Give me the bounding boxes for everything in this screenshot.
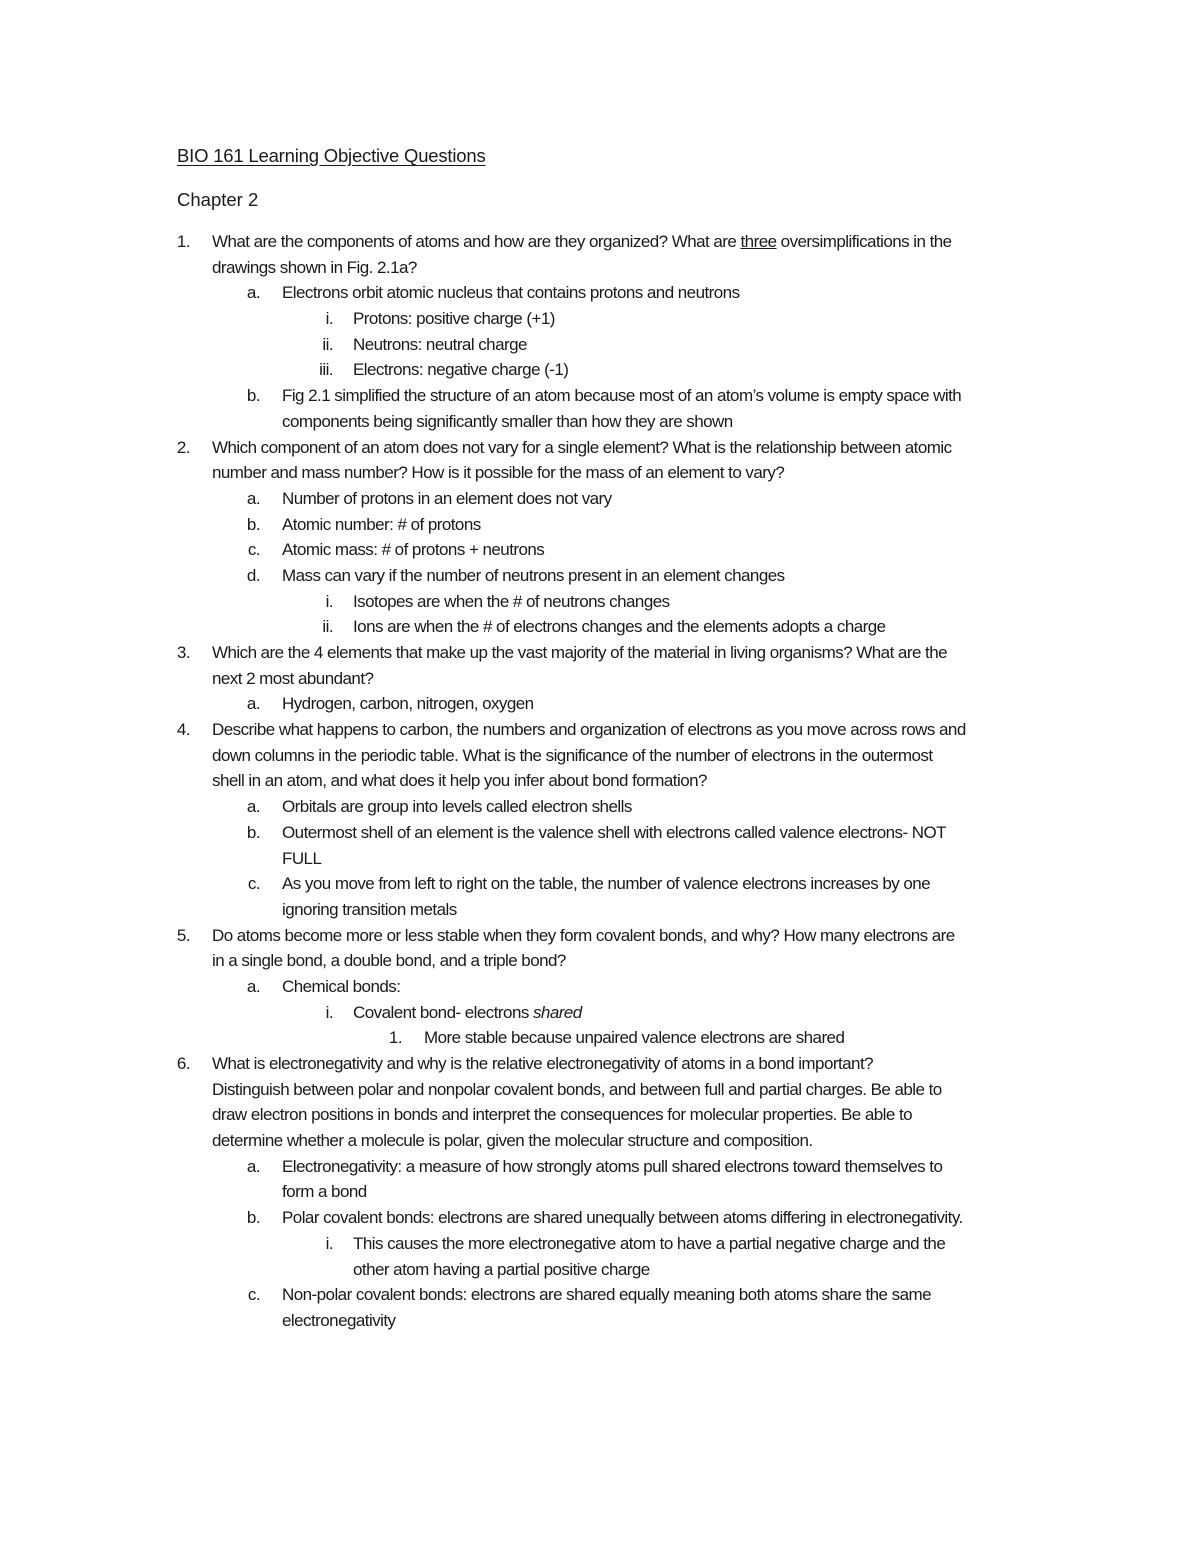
list-item-continuation <box>0 460 1200 486</box>
text-run: drawings shown in Fig. 2.1a? <box>212 257 417 277</box>
list-item <box>0 589 1200 615</box>
list-marker: 6. <box>176 1054 190 1073</box>
list-marker: a. <box>246 1156 260 1176</box>
text-run: next 2 most abundant? <box>212 668 374 688</box>
list-item-continuation <box>0 846 1200 872</box>
list-marker: a. <box>246 694 260 714</box>
list-marker: ii. <box>322 617 333 637</box>
list-item-continuation <box>0 768 1200 794</box>
underlined-text: three <box>740 232 777 251</box>
document-title: BIO 161 Learning Objective Questions <box>177 145 486 166</box>
list-marker: b. <box>246 386 260 406</box>
list-marker: b. <box>246 1208 260 1228</box>
list-text <box>353 332 527 358</box>
list-text <box>282 820 946 846</box>
list-item <box>0 1205 1200 1231</box>
list-item-continuation <box>0 255 1200 281</box>
list-marker: a. <box>246 976 260 996</box>
list-marker: 1. <box>176 232 190 251</box>
list-marker: d. <box>246 565 260 585</box>
list-text <box>212 948 566 974</box>
text-run: Polar covalent bonds: electrons are shared unequally between atoms differing in electronegativity. <box>282 1208 963 1228</box>
list-text <box>353 1231 945 1257</box>
text-run: Number of protons in an element does not vary <box>282 488 612 508</box>
list-text <box>282 1179 367 1205</box>
list-text <box>212 255 417 281</box>
text-run: Electrons: negative charge (-1) <box>353 360 569 380</box>
text-run: Which are the 4 elements that make up the vast majority of the material in living organisms? What are the <box>212 643 948 662</box>
list-text <box>282 1308 396 1334</box>
list-text <box>282 1205 963 1231</box>
list-text <box>282 1282 931 1308</box>
list-item-continuation <box>0 1102 1200 1128</box>
list-item <box>0 691 1200 717</box>
list-marker: b. <box>246 822 260 842</box>
question-outline <box>0 229 1200 1334</box>
text-run: down columns in the periodic table. What is the significance of the number of electrons in the outermost <box>212 745 933 765</box>
text-run: Hydrogen, carbon, nitrogen, oxygen <box>282 694 534 714</box>
list-text <box>212 435 952 461</box>
list-text <box>212 743 933 769</box>
list-item-continuation <box>0 666 1200 692</box>
list-text <box>212 1051 873 1077</box>
list-item <box>0 1000 1200 1026</box>
list-marker: a. <box>246 488 260 508</box>
chapter-heading: Chapter 2 <box>177 189 259 210</box>
list-item <box>0 435 1200 461</box>
italic-text: shared <box>532 1002 582 1022</box>
text-run: Isotopes are when the # of neutrons changes <box>353 591 670 611</box>
text-run: Covalent bond- electrons <box>353 1002 533 1022</box>
text-run: As you move from left to right on the table, the number of valence electrons increases by one <box>282 874 931 894</box>
list-item <box>0 486 1200 512</box>
text-run: shell in an atom, and what does it help you infer about bond formation? <box>212 771 707 791</box>
text-run: determine whether a molecule is polar, given the molecular structure and composition. <box>212 1131 813 1151</box>
list-item <box>0 537 1200 563</box>
list-text <box>353 357 568 383</box>
list-marker: ii. <box>322 334 333 354</box>
list-text <box>212 1102 912 1128</box>
list-item <box>0 280 1200 306</box>
list-text <box>282 794 632 820</box>
text-run: form a bond <box>282 1182 367 1202</box>
list-text <box>212 923 955 949</box>
list-item-continuation <box>0 1077 1200 1103</box>
list-item <box>0 1025 1200 1051</box>
text-run: Chemical bonds: <box>282 976 401 996</box>
list-item <box>0 383 1200 409</box>
text-run: Do atoms become more or less stable when they form covalent bonds, and why? How many electrons are <box>212 925 955 945</box>
list-marker: 4. <box>176 720 190 740</box>
text-run: Ions are when the # of electrons changes and the elements adopts a charge <box>353 617 886 637</box>
list-text <box>282 537 544 563</box>
list-item-continuation <box>0 1308 1200 1334</box>
list-marker: b. <box>246 514 260 534</box>
list-item <box>0 563 1200 589</box>
list-text <box>212 460 784 486</box>
list-text <box>282 486 612 512</box>
text-run: number and mass number? How is it possible for the mass of an element to vary? <box>212 463 785 483</box>
list-item <box>0 820 1200 846</box>
list-marker: 3. <box>176 643 190 662</box>
text-run: Mass can vary if the number of neutrons present in an element changes <box>282 565 785 585</box>
list-text <box>282 409 733 435</box>
list-item <box>0 974 1200 1000</box>
list-marker: c. <box>247 540 260 560</box>
list-marker: 2. <box>176 437 190 457</box>
list-item-continuation <box>0 1179 1200 1205</box>
list-item <box>0 1282 1200 1308</box>
text-run: components being significantly smaller than how they are shown <box>282 411 733 431</box>
text-run: More stable because unpaired valence electrons are shared <box>424 1028 845 1048</box>
list-text <box>282 1154 942 1180</box>
list-text <box>212 1077 942 1103</box>
list-text <box>353 1257 650 1283</box>
text-run: oversimplifications in the <box>776 232 952 251</box>
list-marker: iii. <box>319 360 333 380</box>
list-item <box>0 229 1200 255</box>
text-run: draw electron positions in bonds and interpret the consequences for molecular properties. Be able to <box>212 1105 913 1125</box>
list-item <box>0 357 1200 383</box>
list-item <box>0 1154 1200 1180</box>
text-run: Protons: positive charge (+1) <box>353 309 555 329</box>
list-item <box>0 306 1200 332</box>
list-text <box>282 974 400 1000</box>
list-item <box>0 871 1200 897</box>
list-marker: i. <box>325 1002 333 1022</box>
list-text <box>212 768 707 794</box>
list-marker: c. <box>247 874 260 894</box>
text-run: Orbitals are group into levels called electron shells <box>282 797 632 817</box>
text-run: Fig 2.1 simplified the structure of an atom because most of an atom’s volume is empty space with <box>282 386 962 406</box>
list-item-continuation <box>0 743 1200 769</box>
list-item-continuation <box>0 1128 1200 1154</box>
text-run: FULL <box>282 848 322 868</box>
list-text <box>282 280 740 306</box>
list-text <box>212 640 947 666</box>
list-text <box>282 512 481 538</box>
list-text <box>353 1000 582 1026</box>
text-run: electronegativity <box>282 1310 396 1330</box>
list-text <box>282 563 785 589</box>
list-item <box>0 614 1200 640</box>
list-marker: a. <box>246 797 260 817</box>
text-run: What are the components of atoms and how are they organized? What are <box>212 232 741 251</box>
list-text <box>282 691 534 717</box>
list-text <box>212 1128 813 1154</box>
list-item-continuation <box>0 897 1200 923</box>
text-run: in a single bond, a double bond, and a triple bond? <box>212 951 566 971</box>
list-text <box>424 1025 844 1051</box>
text-run: Neutrons: neutral charge <box>353 334 527 354</box>
list-item-continuation <box>0 1257 1200 1283</box>
list-item-continuation <box>0 409 1200 435</box>
text-run: Electrons orbit atomic nucleus that contains protons and neutrons <box>282 283 740 303</box>
list-text <box>282 383 961 409</box>
list-marker: 5. <box>176 925 190 945</box>
list-text <box>282 897 457 923</box>
list-item <box>0 1231 1200 1257</box>
text-run: What is electronegativity and why is the relative electronegativity of atoms in a bond important? <box>212 1054 874 1073</box>
text-run: Describe what happens to carbon, the numbers and organization of electrons as you move across rows and <box>212 720 966 740</box>
list-item <box>0 794 1200 820</box>
list-marker: i. <box>325 1233 333 1253</box>
text-run: Which component of an atom does not vary for a single element? What is the relationship between atomic <box>212 437 952 457</box>
list-text <box>282 846 321 872</box>
list-marker: i. <box>325 591 333 611</box>
list-item <box>0 717 1200 743</box>
list-text <box>212 666 373 692</box>
list-item <box>0 640 1200 666</box>
text-run: Non-polar covalent bonds: electrons are shared equally meaning both atoms share the same <box>282 1285 932 1305</box>
list-item <box>0 1051 1200 1077</box>
list-item-continuation <box>0 948 1200 974</box>
list-text <box>212 229 952 255</box>
list-marker: c. <box>247 1285 260 1305</box>
list-text <box>212 717 966 743</box>
text-run: Distinguish between polar and nonpolar covalent bonds, and between full and partial charges. Be able to <box>212 1079 942 1099</box>
list-marker: 1. <box>388 1028 402 1048</box>
text-run: Atomic mass: # of protons + neutrons <box>282 540 545 560</box>
list-marker: i. <box>325 309 333 329</box>
text-run: This causes the more electronegative atom to have a partial negative charge and the <box>353 1233 946 1253</box>
list-text <box>353 306 555 332</box>
text-run: other atom having a partial positive charge <box>353 1259 650 1279</box>
text-run: ignoring transition metals <box>282 899 457 919</box>
list-item <box>0 512 1200 538</box>
text-run: Electronegativity: a measure of how strongly atoms pull shared electrons toward themselves to <box>282 1156 943 1176</box>
list-item <box>0 923 1200 949</box>
list-text <box>353 614 886 640</box>
text-run: Atomic number: # of protons <box>282 514 481 534</box>
list-text <box>282 871 930 897</box>
text-run: Outermost shell of an element is the valence shell with electrons called valence electrons- NOT <box>282 822 946 842</box>
list-text <box>353 589 670 615</box>
list-marker: a. <box>246 283 260 303</box>
list-item <box>0 332 1200 358</box>
